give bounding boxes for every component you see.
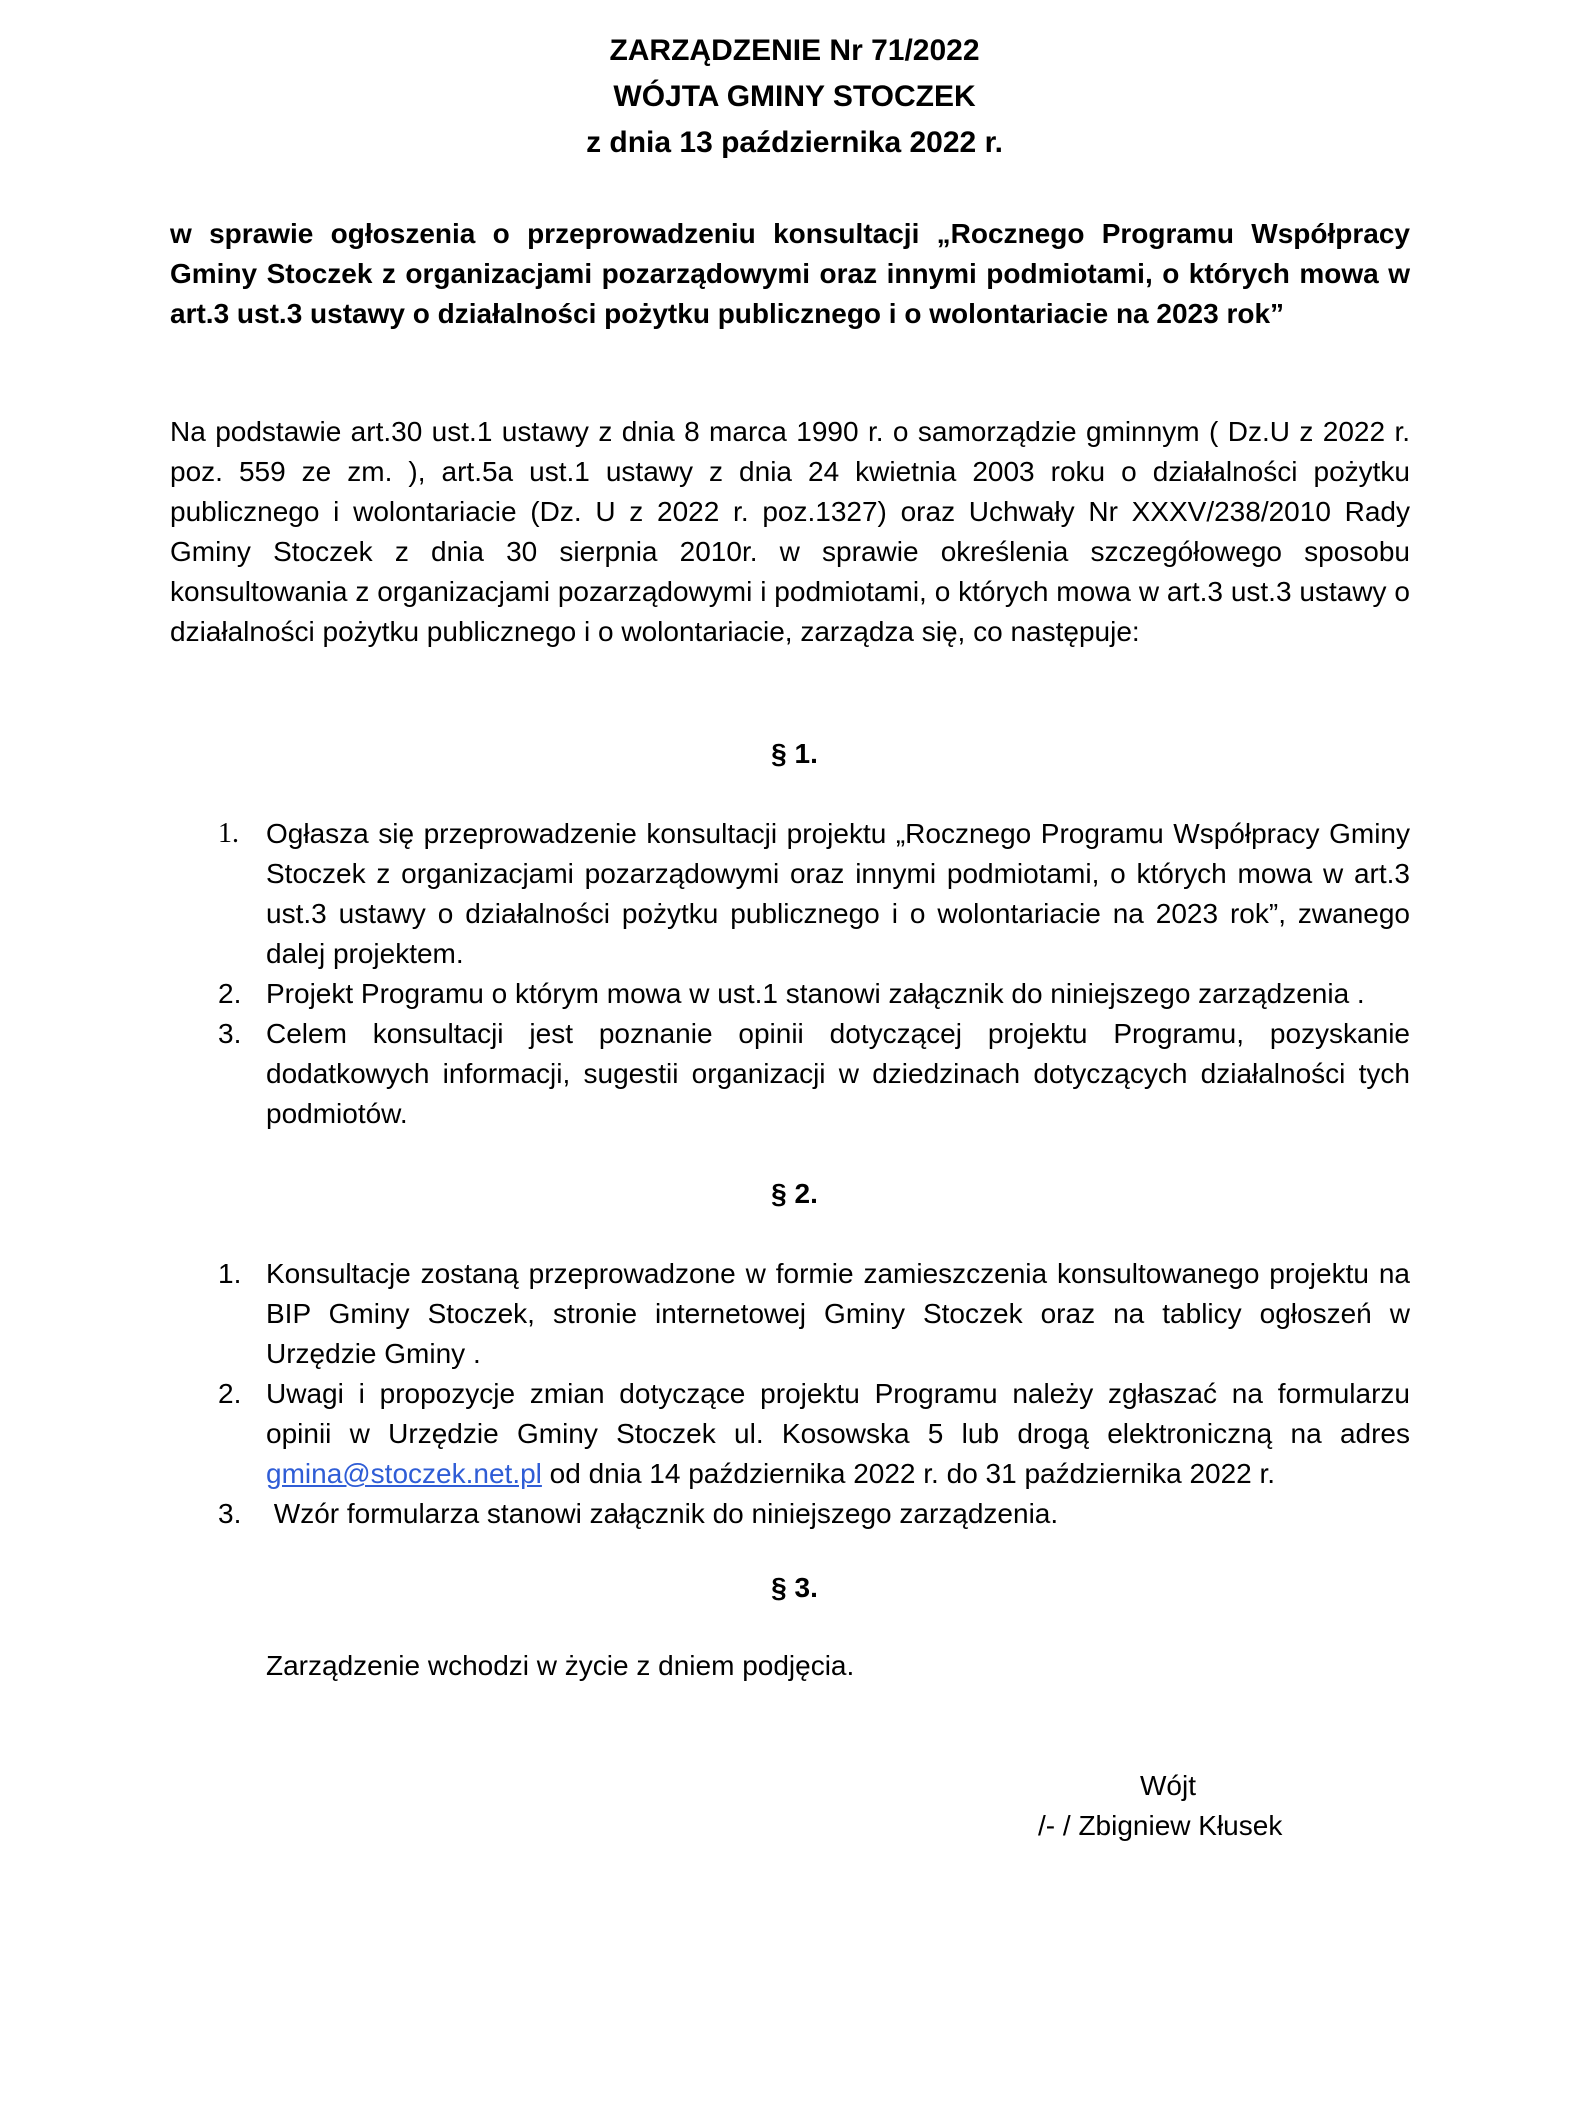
ordinance-number: ZARZĄDZENIE Nr 71/2022 [609,34,980,67]
list-item [170,1494,1410,1534]
list-item-text: Konsultacje zostaną przeprowadzone w formie zamieszczenia konsultowanego projektu na BIP Gminy Stoczek, stronie internetowej Gminy Stoczek oraz na tablicy ogłoszeń w Urzędzie Gminy . [266,1258,1410,1369]
list-item-text: Wzór formularza stanowi załącznik do niniejszego zarządzenia. [266,1498,1059,1529]
email-link[interactable]: gmina@stoczek.net.pl [266,1458,542,1489]
signature-name: /- / Zbigniew Kłusek [1038,1810,1283,1841]
list-item [170,1014,1410,1134]
list-item [170,1374,1410,1494]
issue-date: z dnia 13 października 2022 r. [586,126,1003,159]
list-item-text-after-email: od dnia 14 października 2022 r. do 31 października 2022 r. [541,1458,1276,1489]
list-item-number: 2. [218,1378,242,1409]
entry-into-force-text: Zarządzenie wchodzi w życie z dniem podjęcia. [266,1650,855,1681]
section-2-list [170,1254,1410,1534]
list-item-number: 3. [218,1498,242,1529]
list-item-text-before-email: Uwagi i propozycje zmian dotyczące projektu Programu należy zgłaszać na formularzu opinii w Urzędzie Gminy Stoczek ul. Kosowska 5 lub drogą elektroniczną na adres [266,1378,1410,1449]
section-2-heading: § 2. [771,1178,818,1209]
section-1-list [170,814,1410,1134]
list-item-text: Celem konsultacji jest poznanie opinii dotyczącej projektu Programu, pozyskanie dodatkowych informacji, sugestii organizacji w dziedzinach dotyczących działalności tych podmiotów. [266,1018,1410,1129]
signature-title: Wójt [1140,1770,1196,1801]
list-item-number: 1. [218,818,239,849]
list-item-text [266,1378,1410,1489]
list-item [170,1254,1410,1374]
list-item-text: Ogłasza się przeprowadzenie konsultacji projektu „Rocznego Programu Współpracy Gminy Stoczek z organizacjami pozarządowymi oraz innymi podmiotami, o których mowa w art.3 ust.3 ustawy o działalności pożytku publicznego i o wolontariacie na 2023 rok”, zwanego dalej projektem. [266,818,1410,969]
ordinance-subject: w sprawie ogłoszenia o przeprowadzeniu konsultacji „Rocznego Programu Współpracy Gminy Stoczek z organizacjami pozarządowymi oraz innymi podmiotami, o których mowa w art.3 ust.3 ustawy o działalności pożytku publicznego i o wolontariacie na 2023 rok” [170,218,1410,329]
section-1-heading: § 1. [771,738,818,769]
issuing-authority: WÓJTA GMINY STOCZEK [613,80,976,113]
list-item [170,814,1410,974]
section-3-heading: § 3. [771,1572,818,1603]
legal-basis-paragraph: Na podstawie art.30 ust.1 ustawy z dnia 8 marca 1990 r. o samorządzie gminnym ( Dz.U z 2022 r. poz. 559 ze zm. ), art.5a ust.1 ustawy z dnia 24 kwietnia 2003 roku o działalności pożytku publicznego i wolontariacie (Dz. U z 2022 r. poz.1327) oraz Uchwały Nr XXXV/238/2010 Rady Gminy Stoczek z dnia 30 sierpnia 2010r. w sprawie określenia szczegółowego sposobu konsultowania z organizacjami pozarządowymi i podmiotami, o których mowa w art.3 ust.3 ustawy o działalności pożytku publicznego i o wolontariacie, zarządza się, co następuje: [170,416,1410,647]
list-item-number: 3. [218,1018,242,1049]
list-item [170,974,1410,1014]
list-item-text: Projekt Programu o którym mowa w ust.1 stanowi załącznik do niniejszego zarządzenia . [266,978,1365,1009]
list-item-number: 1. [218,1258,242,1289]
document-header [0,28,1589,166]
list-item-number: 2. [218,978,242,1009]
